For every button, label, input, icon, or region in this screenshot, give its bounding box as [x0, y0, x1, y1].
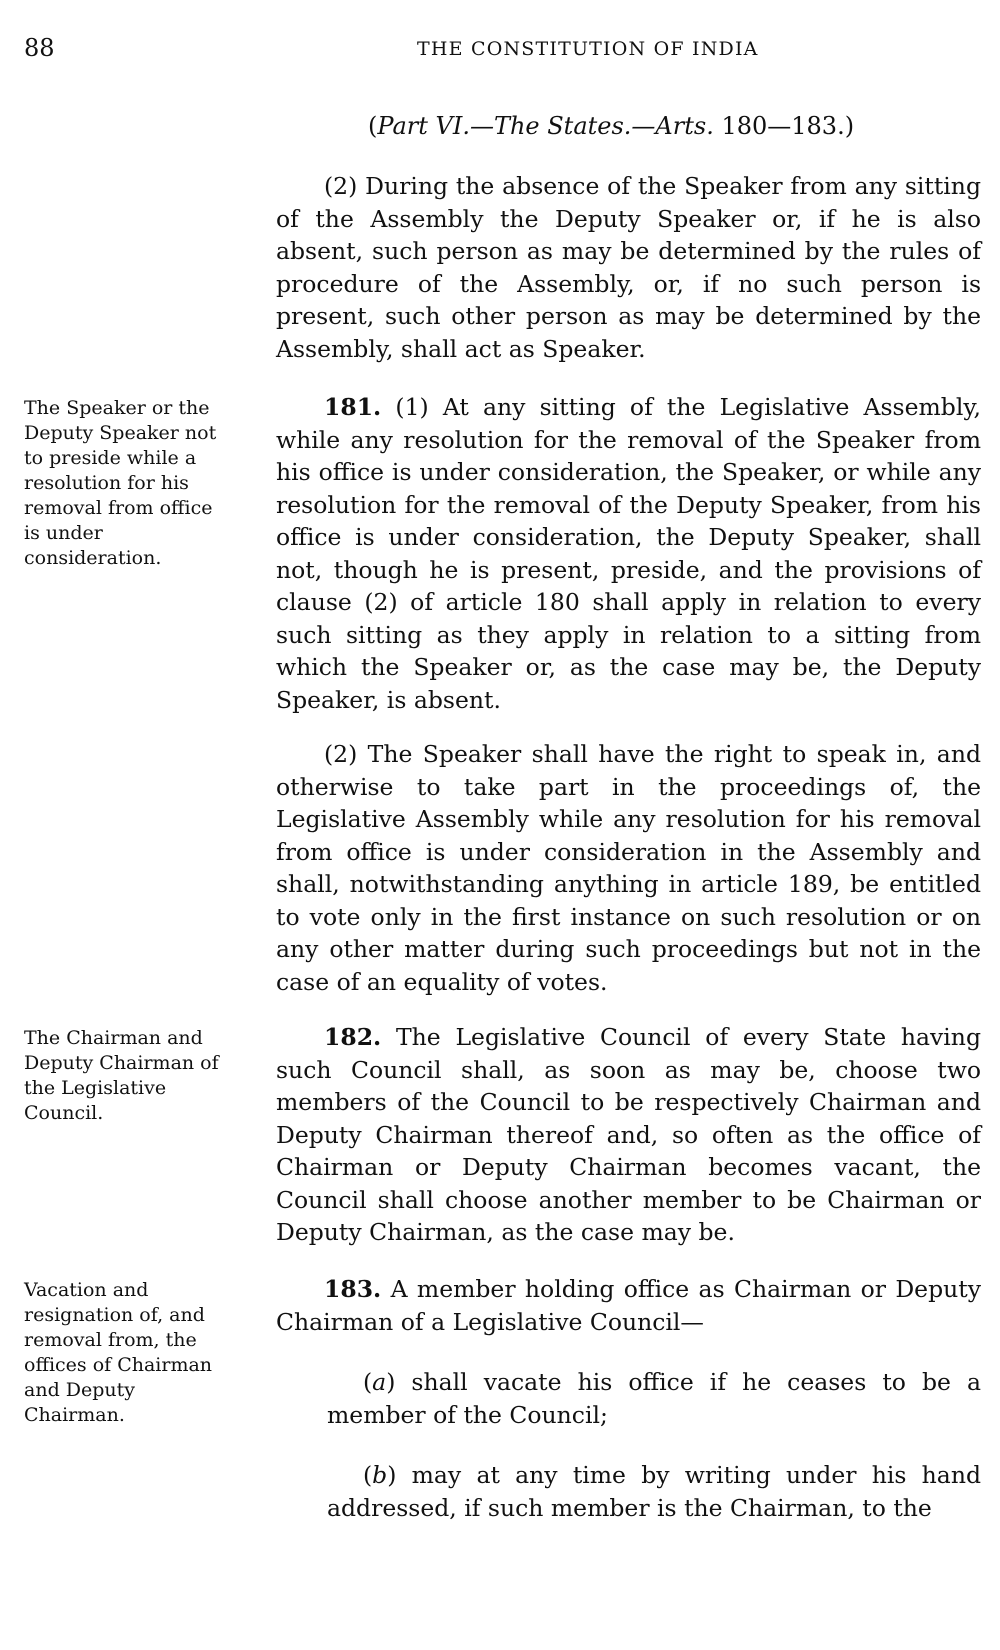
- part-heading-italic: Part VI.—The States.—Arts.: [377, 112, 714, 140]
- article-181-clause-1-text: (1) At any sitting of the Legislative Assembly, while any resolution for the removal of the Speaker from his office is under consideration, the Speaker, or while any resolution for the removal of the Deputy Speaker, from his office is under consideration, the Deputy Speaker, shall not, though he is present, preside, and the provisions of clause (2) of article 180 shall apply in relation to every such sitting as they apply in relation to a sitting from which the Speaker or, as the case may be, the Deputy Speaker, is absent.: [276, 393, 981, 714]
- article-183-clause-a: (a) shall vacate his office if he ceases to be a member of the Council;: [327, 1368, 981, 1429]
- part-heading-open: (: [368, 112, 378, 140]
- clause-b-label: b: [372, 1461, 388, 1489]
- margin-note-article-182: The Chairman and Deputy Chairman of the Legislative Council.: [24, 1027, 219, 1124]
- part-heading: [368, 112, 854, 141]
- clause-a-label: a: [372, 1368, 387, 1396]
- article-183: [276, 1273, 981, 1338]
- clause-a-text: shall vacate his office if he ceases to be a member of the Council;: [327, 1368, 981, 1429]
- article-182-number: 182.: [324, 1023, 382, 1051]
- margin-note-article-183: Vacation and resignation of, and removal from, the offices of Chairman and Deputy Chairman.: [24, 1279, 213, 1426]
- article-182: [276, 1021, 981, 1249]
- article-180-clause-2: (2) During the absence of the Speaker from any sitting of the Assembly the Deputy Speaker or, if he is also absent, such person as may be determined by the rules of procedure of the Assembly, or, if no such person is present, such other person as may be determined by the Assembly, shall act as Speaker.: [276, 172, 981, 363]
- part-heading-range: 180—183.): [713, 112, 855, 140]
- article-183-number: 183.: [324, 1275, 382, 1303]
- article-181-clause-1: [276, 391, 981, 716]
- article-183-text: A member holding office as Chairman or Deputy Chairman of a Legislative Council—: [276, 1275, 981, 1336]
- article-181-clause-2: (2) The Speaker shall have the right to speak in, and otherwise to take part in the proceedings of, the Legislative Assembly while any resolution for his removal from office is under consideration in the Assembly and shall, notwithstanding anything in article 189, be entitled to vote only in the first instance on such resolution or on any other matter during such proceedings but not in the case of an equality of votes.: [276, 740, 981, 996]
- article-182-text: The Legislative Council of every State having such Council shall, as soon as may be, choose two members of the Council to be respectively Chairman and Deputy Chairman thereof and, so often as the office of Chairman or Deputy Chairman becomes vacant, the Council shall choose another member to be Chairman or Deputy Chairman, as the case may be.: [276, 1023, 981, 1246]
- page-number: 88: [24, 34, 55, 62]
- article-183-clause-b: (b) may at any time by writing under his hand addressed, if such member is the Chairman, to the: [327, 1461, 981, 1522]
- article-181-number: 181.: [324, 393, 382, 421]
- margin-note-article-181: The Speaker or the Deputy Speaker not to preside while a resolution for his removal from office is under consideration.: [24, 397, 217, 569]
- running-head: THE CONSTITUTION OF INDIA: [417, 38, 759, 60]
- clause-b-text: may at any time by writing under his hand addressed, if such member is the Chairman, to the: [327, 1461, 981, 1522]
